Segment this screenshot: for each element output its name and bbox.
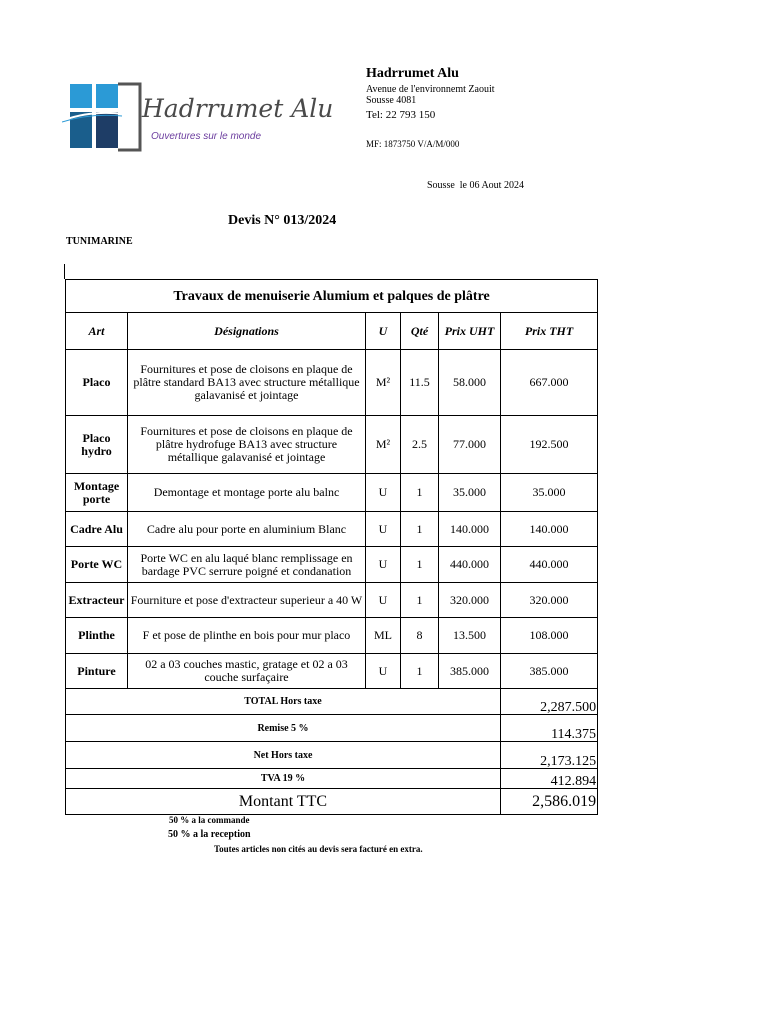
row-qty: 1 xyxy=(401,547,439,583)
row-designation: Porte WC en alu laqué blanc remplissage en bardage PVC serrure poigné et condanation xyxy=(128,547,366,583)
logo-tagline: Ouvertures sur le monde xyxy=(151,131,262,142)
row-qty: 1 xyxy=(401,474,439,512)
net-ht-value: 2,173.125 xyxy=(501,742,598,769)
table-row xyxy=(66,547,598,583)
total-row xyxy=(66,742,598,769)
table-row xyxy=(66,583,598,618)
row-designation: 02 a 03 couches mastic, gratage et 02 a 03 couche surfaçaire xyxy=(128,654,366,689)
row-unit: M² xyxy=(366,350,401,416)
row-unit-price: 140.000 xyxy=(439,512,501,547)
ttc-value: 2,586.019 xyxy=(501,789,598,815)
total-row xyxy=(66,769,598,789)
row-designation: Fournitures et pose de cloisons en plaque de plâtre hydrofuge BA13 avec structure métallique galavanisé et jointage xyxy=(128,416,366,474)
remise-label: Remise 5 % xyxy=(66,715,501,742)
row-designation: F et pose de plinthe en bois pour mur placo xyxy=(128,618,366,654)
row-total: 385.000 xyxy=(501,654,598,689)
row-unit-price: 385.000 xyxy=(439,654,501,689)
tva-value: 412.894 xyxy=(501,769,598,789)
row-unit-price: 320.000 xyxy=(439,583,501,618)
row-total: 35.000 xyxy=(501,474,598,512)
row-total: 108.000 xyxy=(501,618,598,654)
row-qty: 1 xyxy=(401,583,439,618)
row-unit-price: 440.000 xyxy=(439,547,501,583)
row-qty: 1 xyxy=(401,654,439,689)
text-cursor xyxy=(64,264,65,279)
header-qty: Qté xyxy=(401,313,439,350)
row-unit: U xyxy=(366,547,401,583)
payment-line-2: 50 % a la reception xyxy=(168,829,251,840)
net-ht-label: Net Hors taxe xyxy=(66,742,501,769)
total-row xyxy=(66,715,598,742)
table-row xyxy=(66,350,598,416)
quote-table xyxy=(65,279,598,815)
devis-title: Devis N° 013/2024 xyxy=(228,213,337,228)
window-logo-icon xyxy=(62,80,142,156)
total-row xyxy=(66,689,598,715)
total-ht-value: 2,287.500 xyxy=(501,689,598,715)
row-unit: U xyxy=(366,512,401,547)
table-title: Travaux de menuiserie Alumium et palques de plâtre xyxy=(66,280,598,313)
header-designation: Désignations xyxy=(128,313,366,350)
table-row xyxy=(66,512,598,547)
address-line-2: Sousse 4081 xyxy=(366,95,417,106)
table-header-row xyxy=(66,313,598,350)
table-row xyxy=(66,654,598,689)
row-qty: 11.5 xyxy=(401,350,439,416)
total-ht-label: TOTAL Hors taxe xyxy=(66,689,501,715)
row-unit: M² xyxy=(366,416,401,474)
header-total-price: Prix THT xyxy=(501,313,598,350)
tva-label: TVA 19 % xyxy=(66,769,501,789)
row-total: 320.000 xyxy=(501,583,598,618)
row-designation: Fournitures et pose de cloisons en plaque de plâtre standard BA13 avec structure métallique galavanisé et jointage xyxy=(128,350,366,416)
company-mf: MF: 1873750 V/A/M/000 xyxy=(366,139,460,149)
row-designation: Demontage et montage porte alu balnc xyxy=(128,474,366,512)
company-logo xyxy=(62,80,334,156)
row-total: 440.000 xyxy=(501,547,598,583)
row-art: Pinture xyxy=(66,654,128,689)
table-row xyxy=(66,618,598,654)
row-total: 667.000 xyxy=(501,350,598,416)
table-row xyxy=(66,474,598,512)
row-unit: ML xyxy=(366,618,401,654)
remise-value: 114.375 xyxy=(501,715,598,742)
row-designation: Cadre alu pour porte en aluminium Blanc xyxy=(128,512,366,547)
client-name: TUNIMARINE xyxy=(66,236,133,247)
header-unit: U xyxy=(366,313,401,350)
address-line-1: Avenue de l'environnemt Zaouit xyxy=(366,84,495,95)
row-qty: 2.5 xyxy=(401,416,439,474)
ttc-row xyxy=(66,789,598,815)
row-unit-price: 35.000 xyxy=(439,474,501,512)
row-total: 192.500 xyxy=(501,416,598,474)
row-art: Placo xyxy=(66,350,128,416)
row-unit: U xyxy=(366,654,401,689)
extra-note: Toutes articles non cités au devis sera facturé en extra. xyxy=(214,844,423,854)
row-art: Porte WC xyxy=(66,547,128,583)
row-art: Cadre Alu xyxy=(66,512,128,547)
row-art: Placo hydro xyxy=(66,416,128,474)
row-unit: U xyxy=(366,583,401,618)
company-tel: Tel: 22 793 150 xyxy=(366,109,436,121)
row-unit: U xyxy=(366,474,401,512)
header-unit-price: Prix UHT xyxy=(439,313,501,350)
row-art: Plinthe xyxy=(66,618,128,654)
row-qty: 1 xyxy=(401,512,439,547)
row-designation: Fourniture et pose d'extracteur superieur a 40 W xyxy=(128,583,366,618)
row-unit-price: 13.500 xyxy=(439,618,501,654)
row-art: Extracteur xyxy=(66,583,128,618)
row-unit-price: 58.000 xyxy=(439,350,501,416)
row-qty: 8 xyxy=(401,618,439,654)
table-row xyxy=(66,416,598,474)
date-line: Sousse le 06 Aout 2024 xyxy=(427,180,524,191)
row-art: Montage porte xyxy=(66,474,128,512)
payment-line-1: 50 % a la commande xyxy=(169,815,250,825)
company-name: Hadrrumet Alu xyxy=(366,66,459,81)
row-unit-price: 77.000 xyxy=(439,416,501,474)
header-art: Art xyxy=(66,313,128,350)
company-address xyxy=(366,84,495,106)
logo-brand-text: Hadrrumet Alu xyxy=(142,94,334,123)
row-total: 140.000 xyxy=(501,512,598,547)
ttc-label: Montant TTC xyxy=(66,789,501,815)
